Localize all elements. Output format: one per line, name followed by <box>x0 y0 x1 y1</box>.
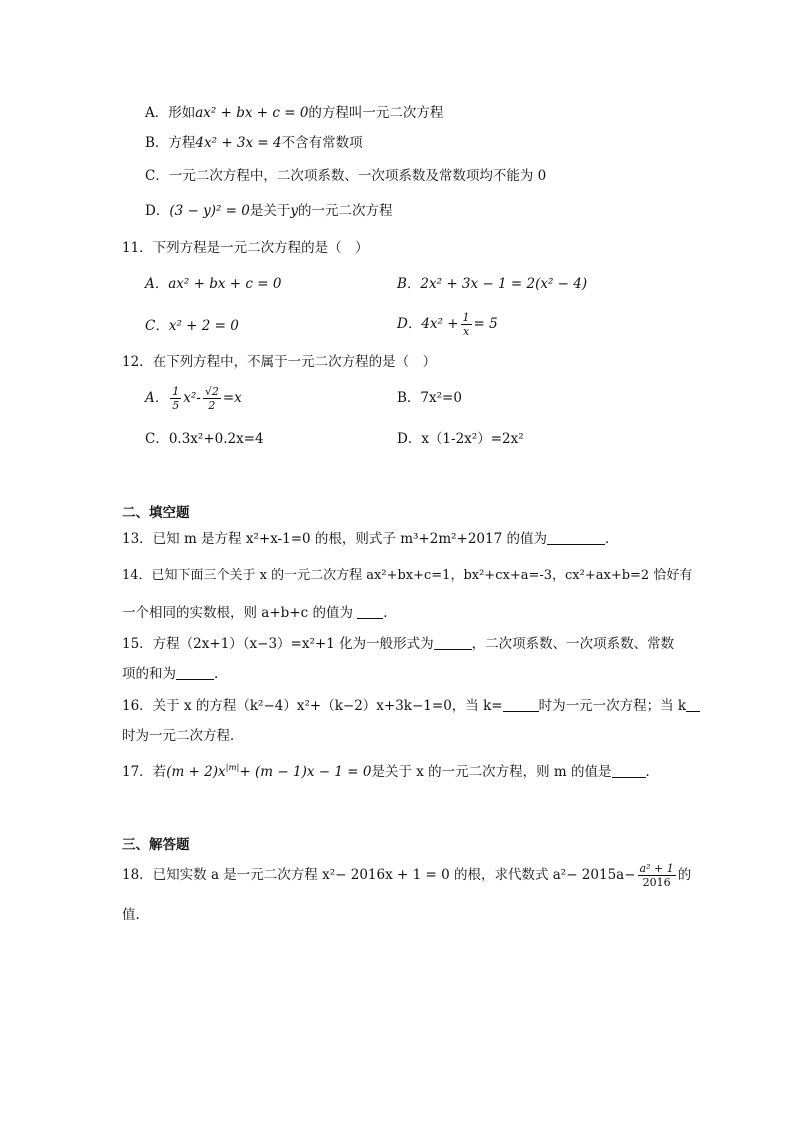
q11-d-suffix: = 5 <box>473 316 498 332</box>
q16-answer-blank-1[interactable] <box>503 697 539 712</box>
q11-stem: 11．下列方程是一元二次方程的是（ ） <box>122 240 369 256</box>
q12-a-prefix: A． <box>145 390 169 406</box>
section-solution-title: 三、解答题 <box>122 837 190 853</box>
q11-d-frac-den: x <box>462 325 470 338</box>
q14-line2 <box>122 603 397 623</box>
q11-option-d <box>397 306 498 342</box>
q13-end: ． <box>605 531 619 547</box>
q10-d-mid: 是关于 <box>249 203 291 219</box>
q17-math-2: + (m − 1)x − 1 = 0 <box>239 764 372 780</box>
q18-line1 <box>122 857 691 893</box>
q12-a-fraction-2 <box>203 385 221 412</box>
q13 <box>122 529 619 549</box>
q15-end: . <box>214 666 219 682</box>
section-fill-in-title: 二、填空题 <box>122 505 190 521</box>
q14-end: ． <box>383 605 397 621</box>
q18-frac-den: 2016 <box>642 876 671 889</box>
q17-prefix: 17．若 <box>122 764 167 780</box>
q12-a-mid: x²- <box>183 390 201 406</box>
q17-answer-blank[interactable] <box>612 763 646 778</box>
q12-option-b: B．7x²=0 <box>397 390 462 406</box>
q16-text-a: 16．关于 x 的方程（k²−4）x²+（k−2）x+3k−1=0，当 k= <box>122 698 503 714</box>
q11-option-c: C．x² + 2 = 0 <box>145 318 239 334</box>
q12-a-fraction-1 <box>170 385 181 412</box>
q13-answer-blank[interactable] <box>547 530 605 545</box>
q10-b-suffix: 不含有常数项 <box>281 135 363 151</box>
q18-frac-num: a² + 1 <box>639 862 674 875</box>
q11-d-prefix: D．4x² + <box>397 316 459 332</box>
q12-option-c: C．0.3x²+0.2x=4 <box>145 431 264 447</box>
q18-line2: 值. <box>122 907 140 923</box>
q12-a-frac1-num: 1 <box>172 385 180 398</box>
q14-text: 一个相同的实数根，则 a+b+c 的值为 <box>122 605 358 621</box>
q18-text-b: 的 <box>677 867 692 883</box>
q12-a-suffix: =x <box>222 390 242 406</box>
q15-line2 <box>122 664 218 684</box>
q15-answer-blank-1[interactable] <box>434 635 472 650</box>
q10-d-math: (3 − y)² = 0 <box>169 203 250 219</box>
q15-answer-blank-2[interactable] <box>176 665 214 680</box>
q15-text-c: 项的和为 <box>122 666 176 682</box>
q10-d-prefix: D． <box>145 203 170 219</box>
q10-option-d <box>145 201 393 221</box>
q18-fraction <box>638 862 676 889</box>
q16-answer-blank-2[interactable] <box>686 697 700 712</box>
q10-a-prefix: A．形如 <box>145 105 196 121</box>
q14-line1: 14．已知下面三个关于 x 的一元二次方程 ax²+bx+c=1，bx²+cx+a=-3，cx²+ax+b=2 恰好有 <box>122 568 693 583</box>
q12-a-frac2-den: 2 <box>208 399 216 412</box>
q15-text-a: 15．方程（2x+1）（x−3）=x²+1 化为一般形式为 <box>122 636 434 652</box>
q16-text-b: 时为一元一次方程；当 k <box>538 698 687 714</box>
q12-option-a <box>145 380 242 416</box>
q15-line1 <box>122 634 674 654</box>
q10-b-prefix: B．方程 <box>145 135 196 151</box>
q12-option-d: D．x（1-2x²）=2x² <box>397 431 524 447</box>
q10-a-suffix: 的方程叫一元二次方程 <box>308 105 444 121</box>
q12-stem: 12．在下列方程中，不属于一元二次方程的是（ ） <box>122 354 437 370</box>
q10-option-c: C．一元二次方程中，二次项系数、一次项系数及常数项均不能为 0 <box>145 168 547 184</box>
q17-exponent: |m| <box>225 763 240 773</box>
q17 <box>122 762 659 782</box>
q11-d-fraction <box>461 311 472 338</box>
q10-b-math: 4x² + 3x = 4 <box>195 135 282 151</box>
q15-text-b: ，二次项系数、一次项系数、常数 <box>471 636 675 652</box>
q17-end: ． <box>645 764 660 780</box>
q10-option-a <box>145 103 443 123</box>
q18-text-a: 18．已知实数 a 是一元二次方程 x²− 2016x + 1 = 0 的根，求代数式 a²− 2015a− <box>122 867 636 883</box>
q11-option-b: B．2x² + 3x − 1 = 2(x² − 4) <box>397 276 588 292</box>
q12-a-frac2-num: √2 <box>204 385 219 398</box>
q10-d-suffix: 的一元二次方程 <box>298 203 393 219</box>
q10-option-b <box>145 133 363 153</box>
q16-line1 <box>122 696 700 716</box>
q13-text: 13．已知 m 是方程 x²+x-1=0 的根，则式子 m³+2m²+2017 的值为 <box>122 531 547 547</box>
q16-line2: 时为一元二次方程． <box>122 728 244 744</box>
q17-mid: 是关于 x 的一元二次方程，则 m 的值是 <box>371 764 612 780</box>
q10-d-var: y <box>290 203 299 219</box>
q11-d-frac-num: 1 <box>462 311 470 324</box>
q14-answer-blank[interactable] <box>357 604 383 619</box>
q17-math: (m + 2)x <box>166 764 226 780</box>
q11-option-a: A．ax² + bx + c = 0 <box>145 276 282 292</box>
q10-a-math: ax² + bx + c = 0 <box>195 105 309 121</box>
q12-a-frac1-den: 5 <box>172 399 180 412</box>
